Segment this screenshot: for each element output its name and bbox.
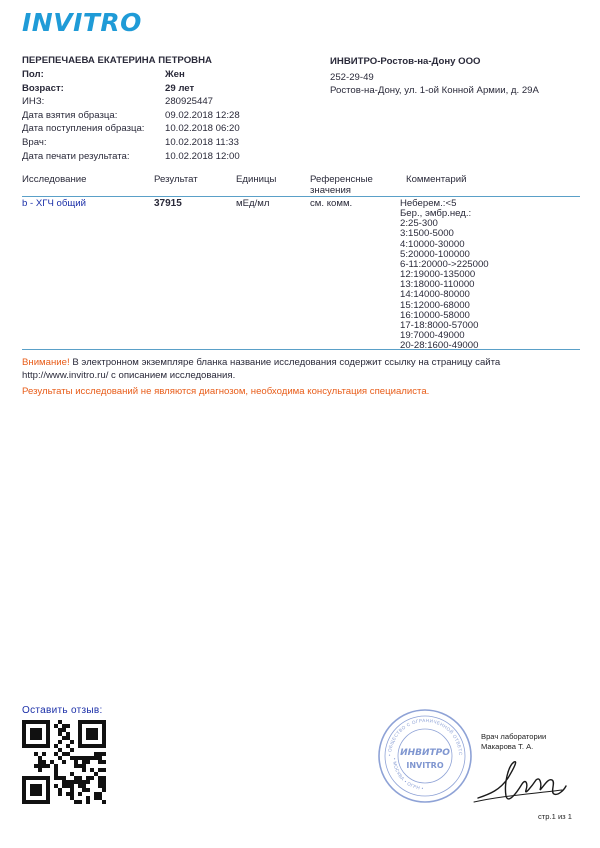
comment-line: 16:10000-58000 (400, 309, 470, 321)
results-table-header (22, 174, 580, 197)
table-row (22, 199, 580, 350)
comment-line: Бер., эмбр.нед.: (400, 208, 472, 220)
comment-line: 15:12000-68000 (400, 299, 470, 311)
patient-row-sex (22, 68, 322, 82)
lab-stamp (377, 708, 473, 804)
patient-row-sample-date (22, 109, 322, 123)
comment-line: 6-11:20000->225000 (400, 258, 489, 270)
patient-row-print-date (22, 150, 322, 164)
attention-note (22, 357, 582, 382)
svg-text:• ОБЩЕСТВО С ОГРАНИЧЕННОЙ ОТВЕ: • ОБЩЕСТВО С ОГРАНИЧЕННОЙ ОТВЕТС (386, 717, 464, 757)
patient-value: Жен (165, 69, 185, 80)
comment-line: 13:18000-110000 (400, 279, 475, 291)
site-link[interactable]: http://www.invitro.ru/ (22, 369, 109, 381)
test-reference: см. комм. (310, 198, 353, 209)
comment-line: 2:25-300 (400, 218, 438, 230)
patient-label: Возраст: (22, 82, 64, 94)
comment-line: 12:19000-135000 (400, 269, 476, 281)
header-test: Исследование (22, 174, 87, 185)
lab-phone: 252-29-49 (330, 71, 374, 83)
patient-value: 280925447 (165, 96, 214, 108)
test-units: мЕд/мл (236, 198, 270, 209)
test-comment (400, 199, 580, 351)
doctor-signature (470, 750, 570, 810)
comment-line: 20-28:1600-49000 (400, 340, 479, 352)
stamp-text: ИНВИТРО (400, 748, 450, 758)
comment-line: 14:14000-80000 (400, 289, 470, 301)
patient-label: Врач: (22, 136, 47, 148)
invitro-logo: INVITRO (22, 8, 142, 37)
patient-row-doctor (22, 136, 322, 150)
comment-line: 19:7000-49000 (400, 330, 465, 342)
patient-label: Дата печати результата: (22, 150, 130, 162)
patient-label: Дата взятия образца: (22, 109, 118, 121)
svg-text:• МОСКВА • ОГРН •: • МОСКВА • ОГРН • (391, 757, 424, 791)
comment-line: 4:10000-30000 (400, 238, 465, 250)
link-suffix: с описанием исследования. (108, 369, 236, 381)
patient-row-received-date (22, 122, 322, 136)
header-reference-line1: Референсные (310, 174, 373, 185)
doctor-name: Макарова Т. А. (481, 742, 534, 751)
patient-name: ПЕРЕПЕЧАЕВА ЕКАТЕРИНА ПЕТРОВНА (22, 55, 212, 66)
doctor-title: Врач лаборатории (481, 732, 547, 741)
patient-value: 29 лет (165, 82, 195, 94)
page-number: стр.1 из 1 (538, 812, 572, 821)
patient-label: Дата поступления образца: (22, 123, 145, 135)
patient-value: 10.02.2018 12:00 (165, 150, 240, 162)
patient-label: Пол: (22, 69, 44, 80)
feedback-label: Оставить отзыв: (22, 705, 103, 716)
comment-line: 5:20000-100000 (400, 248, 470, 260)
comment-line: 3:1500-5000 (400, 228, 454, 240)
header-reference-line2: значения (310, 185, 352, 196)
header-reference (310, 174, 373, 196)
patient-value: 09.02.2018 12:28 (165, 109, 240, 121)
patient-info (22, 55, 322, 163)
patient-row-inz (22, 95, 322, 109)
lab-info (330, 55, 590, 98)
comment-line: 17-18:8000-57000 (400, 319, 479, 331)
patient-value: 10.02.2018 11:33 (165, 136, 239, 148)
attention-text: В электронном экземпляре бланка название исследования содержит ссылку на страницу сайта (69, 357, 501, 368)
header-result: Результат (154, 174, 198, 185)
patient-value: 10.02.2018 06:20 (165, 123, 240, 135)
feedback-qr-code[interactable] (22, 720, 106, 804)
stamp-text-latin: INVITRO (406, 761, 444, 770)
patient-label: ИНЗ: (22, 96, 45, 108)
patient-row-age (22, 82, 322, 96)
lab-address: Ростов-на-Дону, ул. 1-ой Конной Армии, д. 29А (330, 85, 539, 97)
test-result: 37915 (154, 198, 182, 209)
test-name-link[interactable]: b - ХГЧ общий (22, 198, 86, 209)
lab-name: ИНВИТРО-Ростов-на-Дону ООО (330, 56, 481, 67)
header-comment: Комментарий (406, 174, 467, 185)
attention-label: Внимание! (22, 357, 70, 368)
doctor-signature-block (481, 732, 546, 752)
header-units: Единицы (236, 174, 277, 185)
disclaimer: Результаты исследований не являются диагнозом, необходима консультация специалиста. (22, 386, 430, 397)
comment-line: Неберем.:<5 (400, 198, 457, 209)
